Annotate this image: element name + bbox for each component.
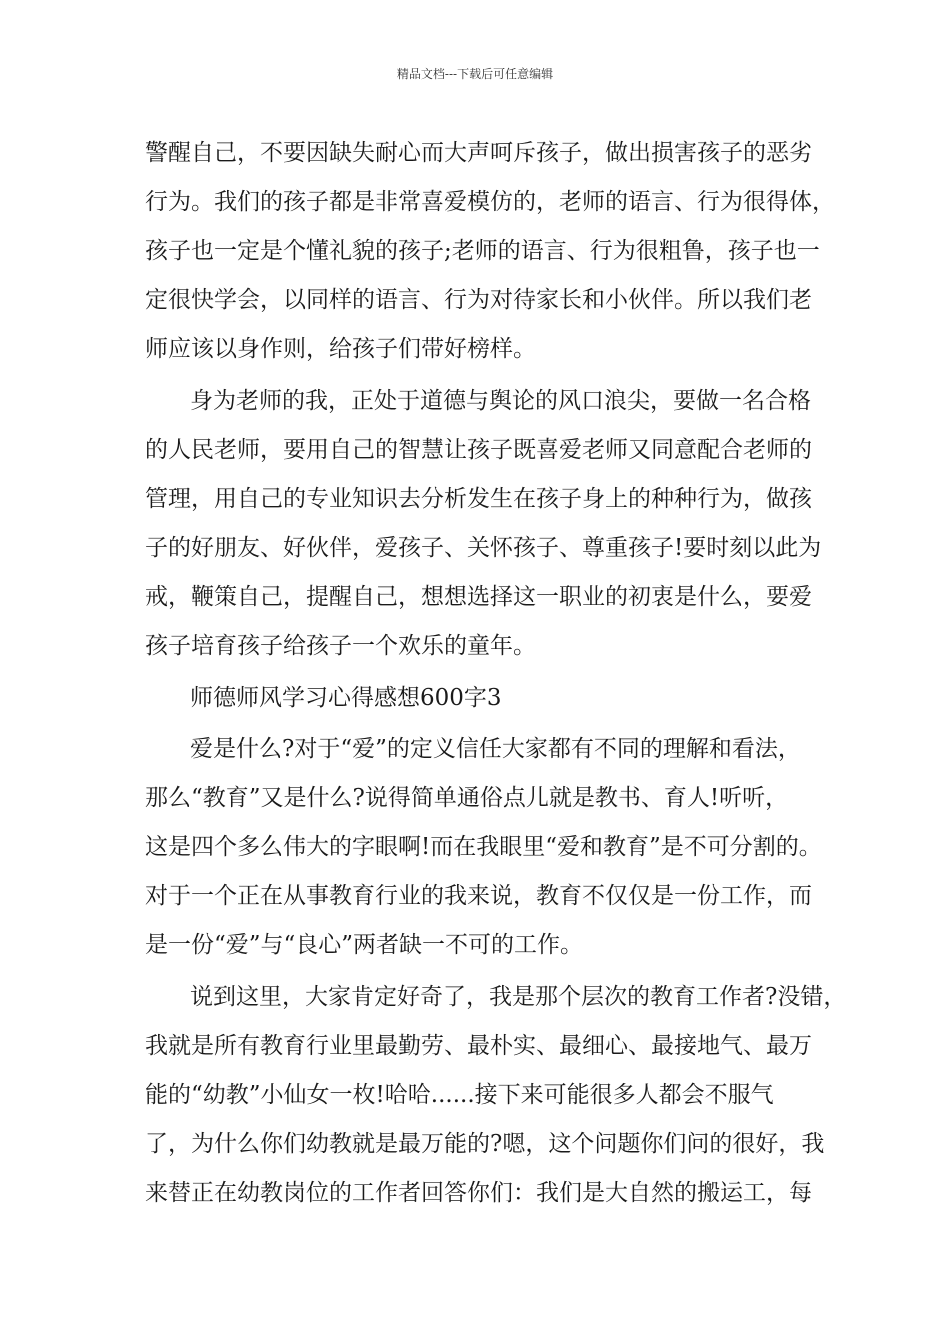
text-line: 了，为什么你们幼教就是最万能的?嗯，这个问题你们问的很好，我 <box>145 1131 825 1157</box>
text-line: 是一份“爱”与“良心”两者缺一不可的工作。 <box>145 932 584 958</box>
text-line: 这是四个多么伟大的字眼啊!而在我眼里“爱和教育”是不可分割的。 <box>145 834 822 860</box>
text-line: 来替正在幼教岗位的工作者回答你们：我们是大自然的搬运工，每 <box>145 1180 812 1206</box>
section-heading: 师德师风学习心得感想600字3 <box>190 685 502 711</box>
paragraph-first-line: 身为老师的我，正处于道德与舆论的风口浪尖，要做一名合格 <box>190 388 811 414</box>
text-line: 子的好朋友、好伙伴，爱孩子、关怀孩子、尊重孩子!要时刻以此为 <box>145 535 822 561</box>
text-line: 师应该以身作则，给孩子们带好榜样。 <box>145 336 536 362</box>
paragraph-first-line: 爱是什么?对于“爱”的定义信任大家都有不同的理解和看法， <box>190 736 801 762</box>
text-line: 管理，用自己的专业知识去分析发生在孩子身上的种种行为，做孩 <box>145 486 812 512</box>
text-line: 警醒自己，不要因缺失耐心而大声呵斥孩子，做出损害孩子的恶劣 <box>145 140 812 166</box>
text-line: 戒，鞭策自己，提醒自己，想想选择这一职业的初衷是什么，要爱 <box>145 584 812 610</box>
text-line: 能的“幼教”小仙女一枚!哈哈......接下来可能很多人都会不服气 <box>145 1082 774 1108</box>
text-line: 的人民老师，要用自己的智慧让孩子既喜爱老师又同意配合老师的 <box>145 437 812 463</box>
text-line: 我就是所有教育行业里最勤劳、最朴实、最细心、最接地气、最万 <box>145 1033 812 1059</box>
text-line: 行为。我们的孩子都是非常喜爱模仿的，老师的语言、行为很得体， <box>145 189 835 215</box>
text-line: 对于一个正在从事教育行业的我来说，教育不仅仅是一份工作，而 <box>145 883 812 909</box>
text-line: 定很快学会，以同样的语言、行为对待家长和小伙伴。所以我们老 <box>145 287 812 313</box>
page-header: 精品文档---下载后可任意编辑 <box>396 67 554 81</box>
text-line: 孩子也一定是个懂礼貌的孩子;老师的语言、行为很粗鲁，孩子也一 <box>145 238 820 264</box>
text-line: 孩子培育孩子给孩子一个欢乐的童年。 <box>145 633 536 659</box>
paragraph-first-line: 说到这里，大家肯定好奇了，我是那个层次的教育工作者?没错， <box>190 984 847 1010</box>
text-line: 那么“教育”又是什么?说得简单通俗点儿就是教书、育人!听听， <box>145 785 789 811</box>
